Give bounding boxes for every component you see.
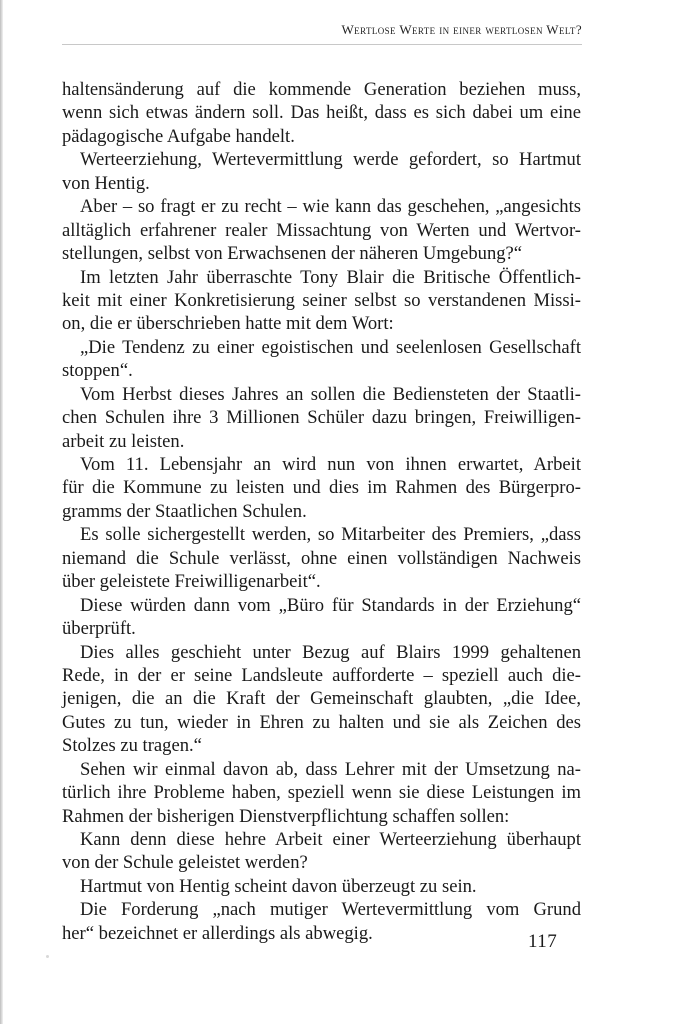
scan-speck (46, 955, 49, 958)
text-line: wenn sich etwas ändern soll. Das heißt, dass es sich dabei um eine (62, 102, 581, 124)
text-line: niemand die Schule verlässt, ohne einen vollständigen Nachweis (62, 547, 581, 569)
text-line: stellungen, selbst von Erwachsenen der näheren Umgebung?“ (62, 243, 523, 265)
text-line: Stolzes zu tragen.“ (62, 735, 202, 757)
text-line: Sehen wir einmal davon ab, dass Lehrer mit der Umsetzung na- (80, 758, 581, 780)
text-line: gramms der Staatlichen Schulen. (62, 500, 307, 522)
text-line: pädagogische Aufgabe handelt. (62, 125, 295, 147)
text-line: Die Forderung „nach mutiger Wertevermittlung vom Grund (80, 899, 581, 921)
text-line: Dies alles geschieht unter Bezug auf Blairs 1999 gehaltenen (80, 641, 581, 663)
text-line: Vom Herbst dieses Jahres an sollen die Bediensteten der Staatli- (80, 383, 581, 405)
text-line: on, die er überschrieben hatte mit dem Wort: (62, 313, 394, 335)
text-line: türlich ihre Probleme haben, speziell wenn sie diese Leistungen im (62, 782, 581, 804)
text-line: von Hentig. (62, 172, 150, 194)
text-line: alltäglich erfahrener realer Missachtung von Werten und Wertvor- (62, 219, 581, 241)
running-head: Wertlose Werte in einer wertlosen Welt? (341, 22, 582, 37)
text-line: Rahmen der bisherigen Dienstverpflichtung schaffen sollen: (62, 805, 510, 827)
body-text (62, 78, 581, 945)
text-line: von der Schule geleistet werden? (62, 852, 308, 874)
text-line: Werteerziehung, Wertevermittlung werde gefordert, so Hartmut (80, 149, 581, 171)
text-line: her“ bezeichnet er allerdings als abwegig. (62, 922, 373, 944)
text-line: chen Schulen ihre 3 Millionen Schüler dazu bringen, Freiwilligen- (62, 407, 581, 429)
text-line: für die Kommune zu leisten und dies im Rahmen des Bürgerpro- (62, 477, 581, 499)
page-edge-shadow (0, 0, 3, 1024)
text-line: keit mit einer Konkretisierung seiner selbst so verstandenen Missi- (62, 289, 581, 311)
text-line: Es solle sichergestellt werden, so Mitarbeiter des Premiers, „dass (80, 524, 581, 546)
text-line: über geleistete Freiwilligenarbeit“. (62, 571, 321, 593)
text-line: überprüft. (62, 618, 136, 640)
text-line: Diese würden dann vom „Büro für Standards in der Erziehung“ (80, 594, 581, 616)
page-number: 117 (528, 931, 558, 952)
text-line: jenigen, die an die Kraft der Gemeinschaft glaubten, „die Idee, (62, 688, 581, 710)
text-line: haltensänderung auf die kommende Generation beziehen muss, (62, 79, 581, 100)
header-rule (62, 44, 582, 45)
text-line: Vom 11. Lebensjahr an wird nun von ihnen erwartet, Arbeit (80, 454, 581, 475)
text-line: arbeit zu leisten. (62, 430, 185, 452)
text-line: Aber – so fragt er zu recht – wie kann das geschehen, „angesichts (80, 196, 581, 218)
text-line: Rede, in der er seine Landsleute aufforderte – speziell auch die- (62, 664, 581, 686)
text-line: stoppen“. (62, 360, 133, 382)
text-line: Im letzten Jahr überraschte Tony Blair die Britische Öffentlich- (80, 266, 581, 288)
text-line: „Die Tendenz zu einer egoistischen und seelenlosen Gesellschaft (80, 336, 581, 358)
text-line: Gutes zu tun, wieder in Ehren zu halten und sie als Zeichen des (62, 711, 581, 733)
text-line: Hartmut von Hentig scheint davon überzeugt zu sein. (80, 875, 477, 897)
text-line: Kann denn diese hehre Arbeit einer Werteerziehung überhaupt (80, 829, 581, 850)
